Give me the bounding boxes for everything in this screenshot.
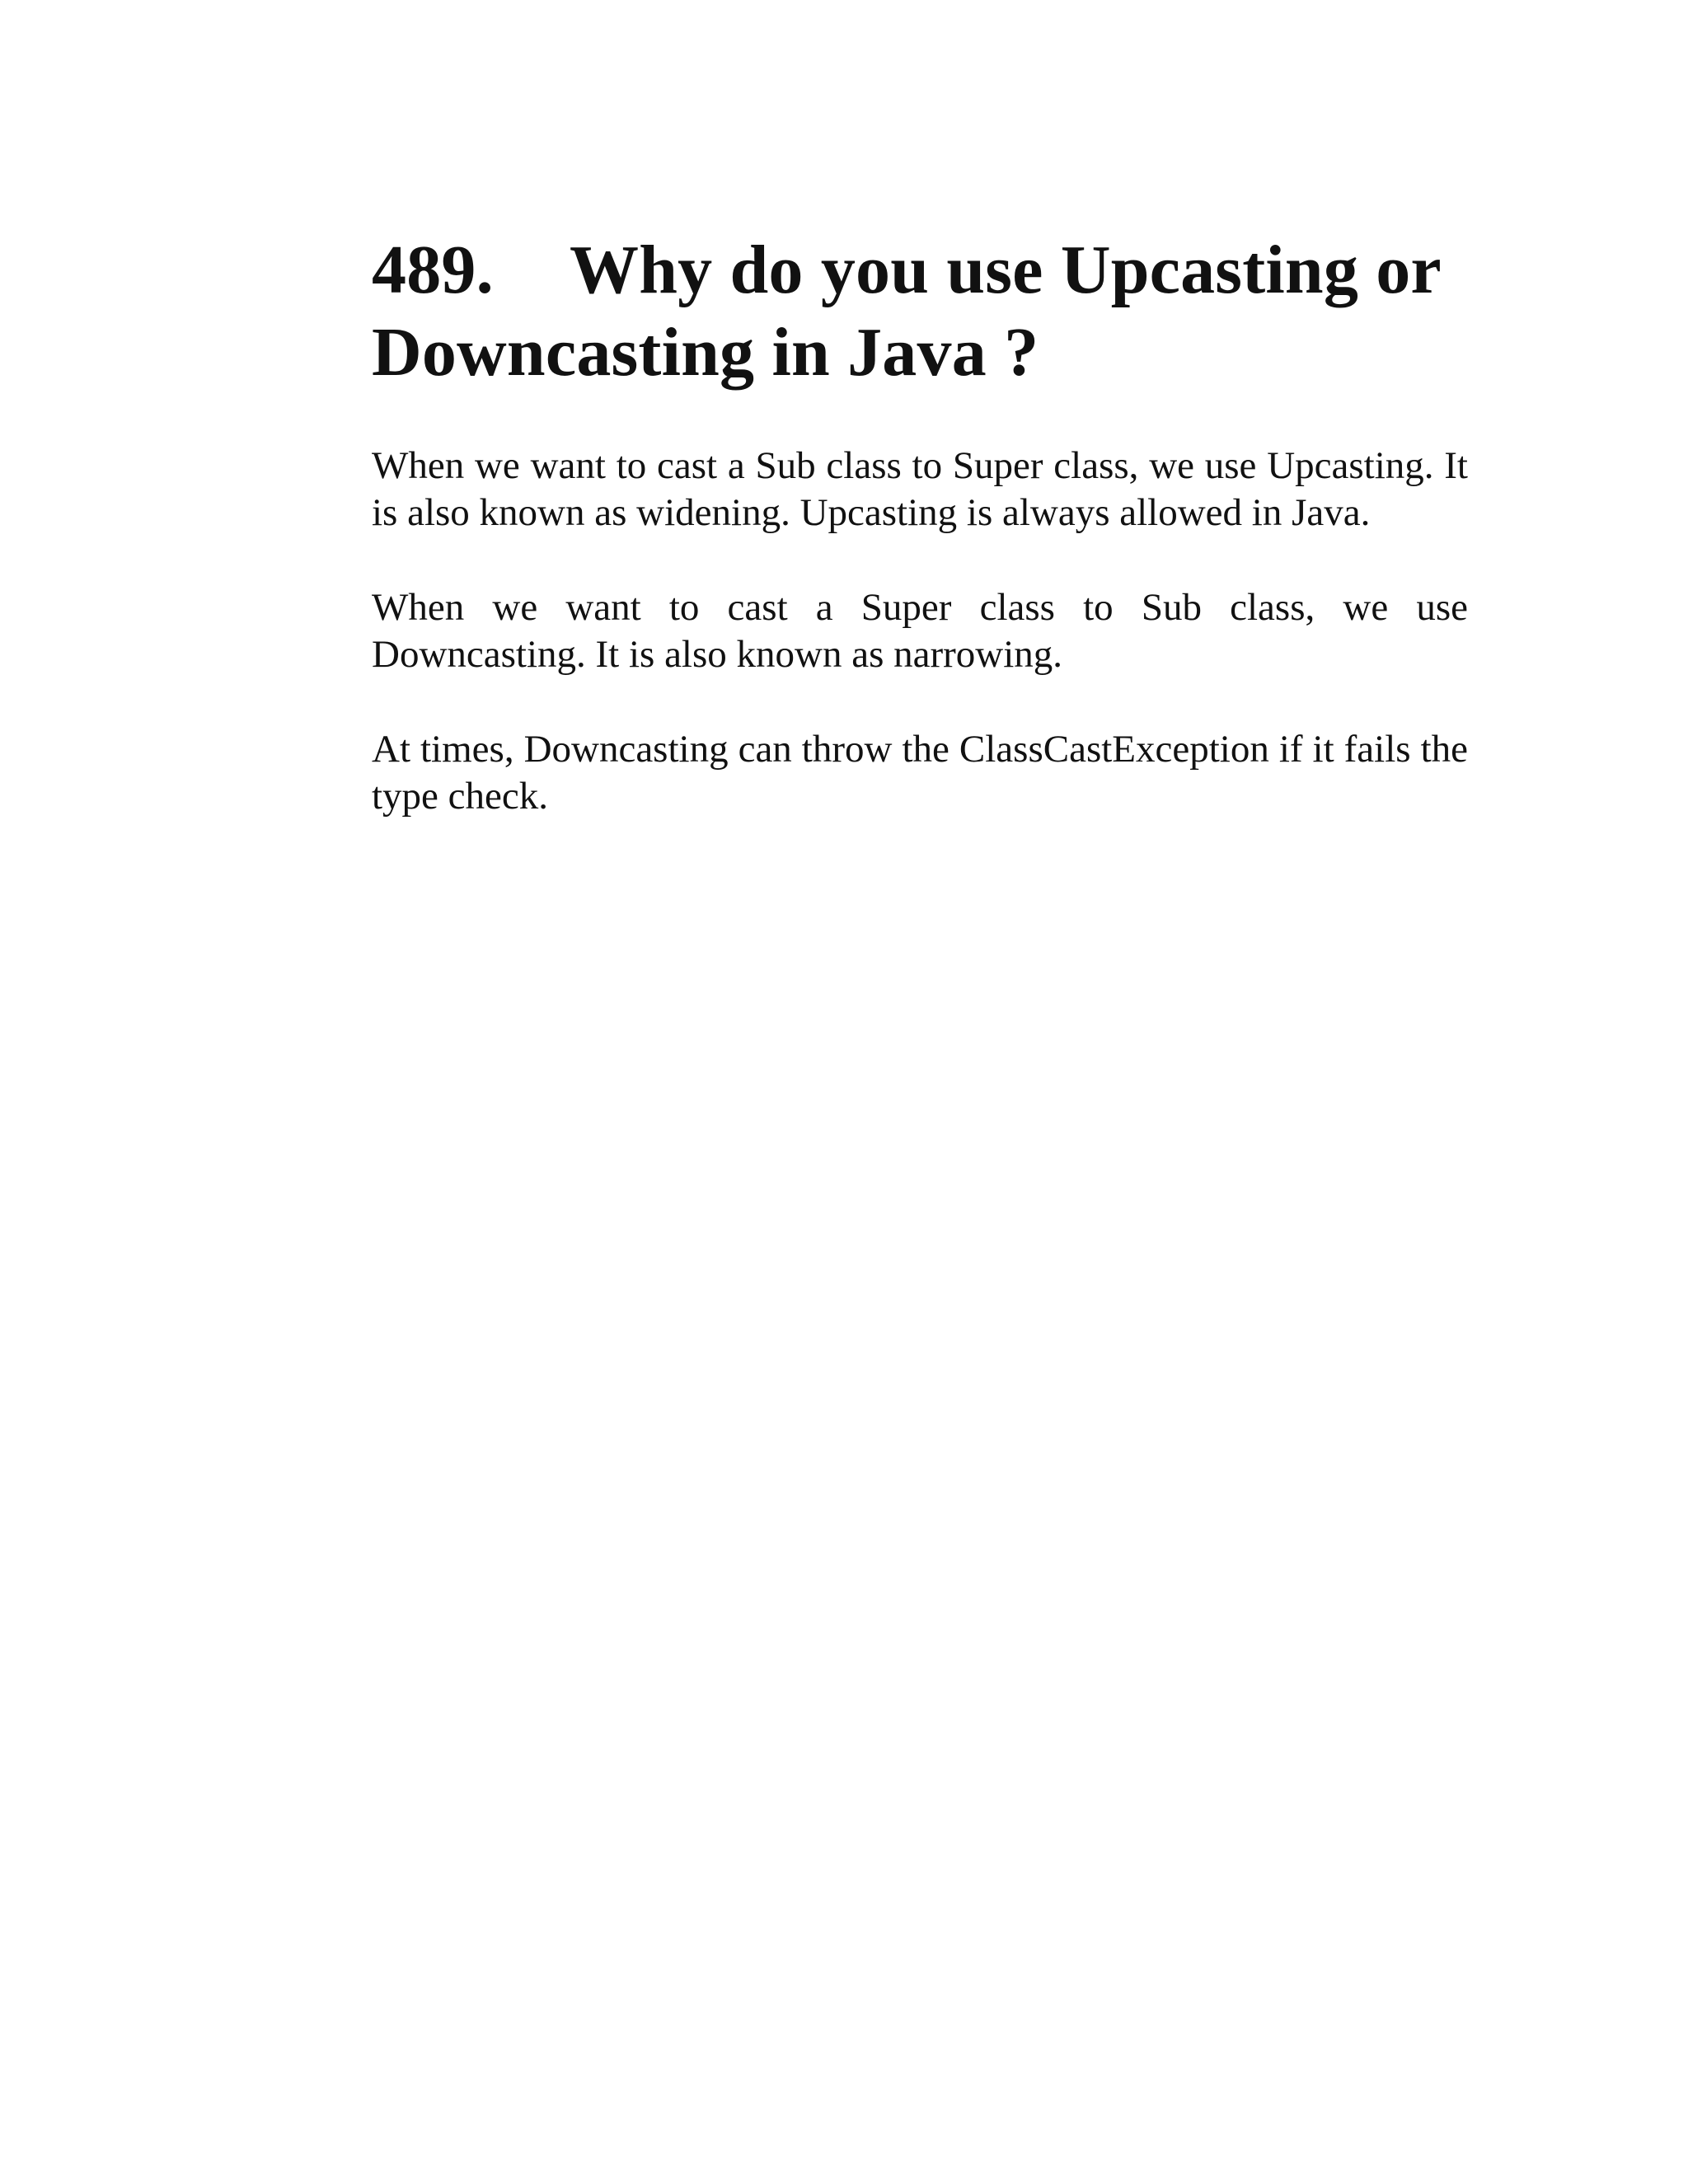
paragraph-exception: At times, Downcasting can throw the ClassCastException if it fails the type check. — [372, 728, 1468, 818]
question-number: 489. — [372, 232, 494, 308]
page-content — [372, 229, 1468, 820]
paragraph-upcasting: When we want to cast a Sub class to Super class, we use Upcasting. It is also known as widening. Upcasting is always allowed in Java. — [372, 444, 1468, 534]
paragraph-downcasting: When we want to cast a Super class to Sub class, we use Downcasting. It is also known as narrowing. — [372, 586, 1468, 676]
question-title: Why do you use Upcasting or Downcasting in Java ? — [372, 232, 1441, 391]
question-heading — [372, 229, 1468, 394]
